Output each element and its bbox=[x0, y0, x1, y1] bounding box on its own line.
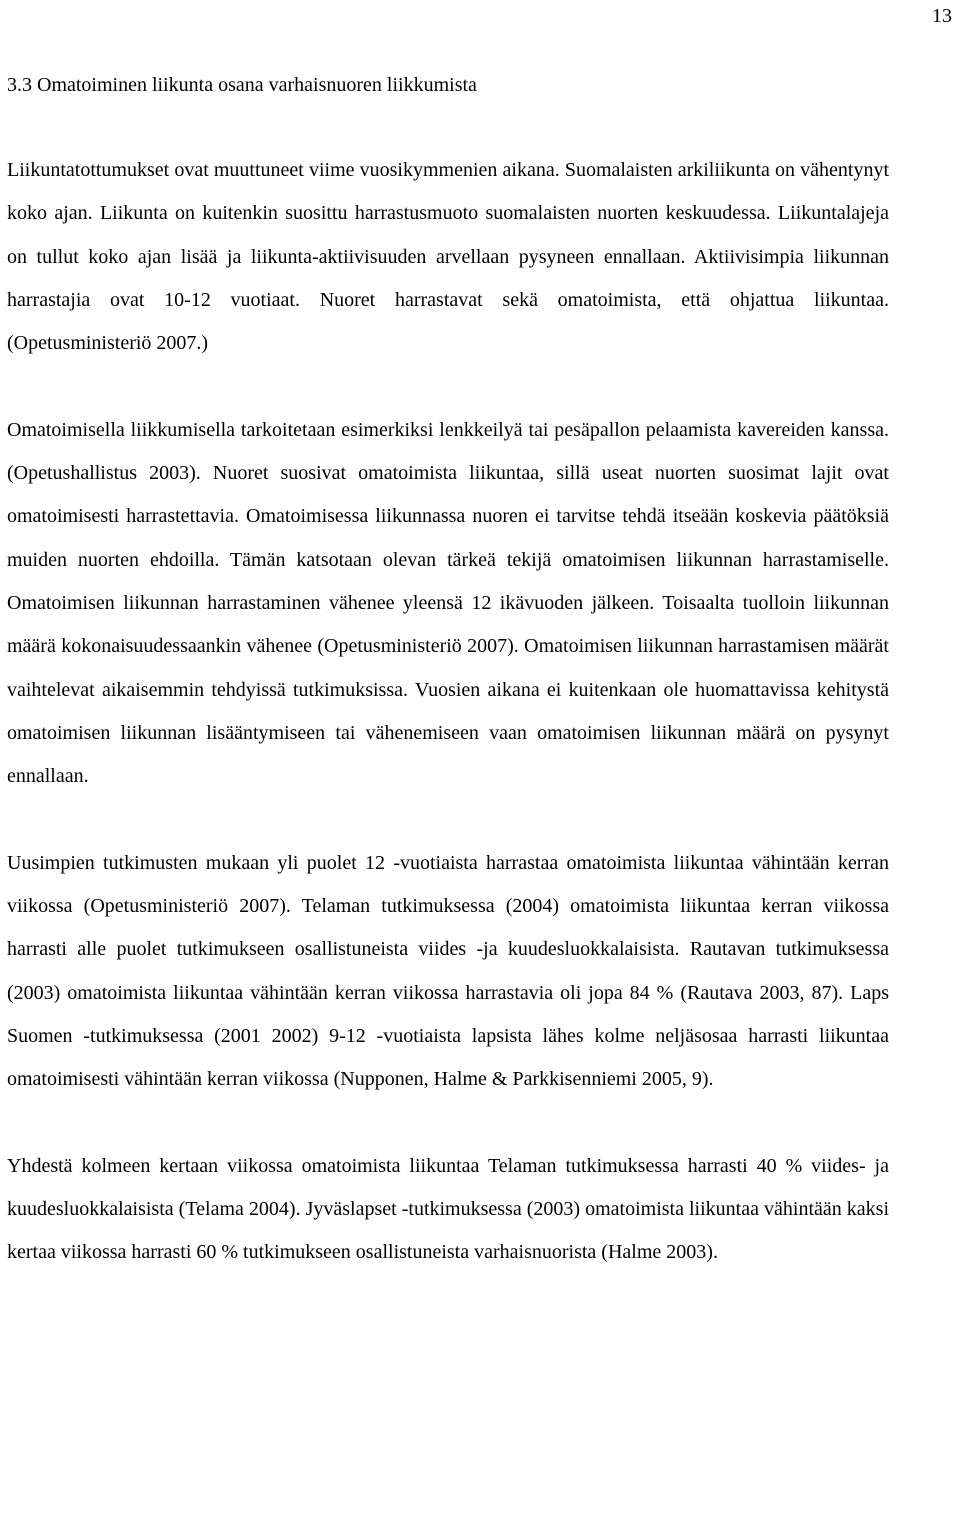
page-number: 13 bbox=[932, 5, 952, 27]
paragraph-3: Uusimpien tutkimusten mukaan yli puolet 12 -vuotiaista harrastaa omatoimista liikuntaa vähintään kerran viikossa (Opetusministeriö 2007). Telaman tutkimuksessa (2004) omatoimista liikuntaa kerran viikossa harrasti alle puolet tutkimukseen osallistuneista viides -ja kuudesluokkalaisista. Rautavan tutkimuksessa (2003) omatoimista liikuntaa vähintään kerran viikossa harrastavia oli jopa 84 % (Rautava 2003, 87). Laps Suomen -tutkimuksessa (2001 2002) 9-12 -vuotiaista lapsista lähes kolme neljäsosaa harrasti liikuntaa omatoimisesti vähintään kerran viikossa (Nupponen, Halme & Parkkisenniemi 2005, 9). bbox=[7, 851, 889, 1091]
section-heading: 3.3 Omatoiminen liikunta osana varhaisnuoren liikkumista bbox=[7, 74, 477, 96]
paragraph-4: Yhdestä kolmeen kertaan viikossa omatoimista liikuntaa Telaman tutkimuksessa harrasti 40 % viides- ja kuudesluokkalaisista (Telama 2004). Jyväslapset -tutkimuksessa (2003) omatoimista liikuntaa vähintään kaksi kertaa viikossa harrasti 60 % tutkimukseen osallistuneista varhaisnuorista (Halme 2003). bbox=[7, 1154, 889, 1264]
paragraph-2: Omatoimisella liikkumisella tarkoitetaan esimerkiksi lenkkeilyä tai pesäpallon pelaamista kavereiden kanssa. (Opetushallistus 2003). Nuoret suosivat omatoimista liikuntaa, sillä useat nuorten suosimat lajit ovat omatoimisesti harrastettavia. Omatoimisessa liikunnassa nuoren ei tarvitse tehdä itseään koskevia päätöksiä muiden nuorten ehdoilla. Tämän katsotaan olevan tärkeä tekijä omatoimisen liikunnan harrastamiselle. Omatoimisen liikunnan harrastaminen vähenee yleensä 12 ikävuoden jälkeen. Toisaalta tuolloin liikunnan määrä kokonaisuudessaankin vähenee (Opetusministeriö 2007). Omatoimisen liikunnan harrastamisen määrät vaihtelevat aikaisemmin tehdyissä tutkimuksissa. Vuosien aikana ei kuitenkaan ole huomattavissa kehitystä omatoimisen liikunnan lisääntymiseen tai vähenemiseen vaan omatoimisen liikunnan määrä on pysynyt ennallaan. bbox=[7, 418, 889, 788]
paragraph-1: Liikuntatottumukset ovat muuttuneet viime vuosikymmenien aikana. Suomalaisten arkiliikunta on vähentynyt koko ajan. Liikunta on kuitenkin suosittu harrastusmuoto suomalaisten nuorten keskuudessa. Liikuntalajeja on tullut koko ajan lisää ja liikunta-aktiivisuuden arvellaan pysyneen ennallaan. Aktiivisimpia liikunnan harrastajia ovat 10-12 vuotiaat. Nuoret harrastavat sekä omatoimista, että ohjattua liikuntaa. (Opetusministeriö 2007.) bbox=[7, 159, 889, 355]
document-body bbox=[7, 70, 889, 1275]
